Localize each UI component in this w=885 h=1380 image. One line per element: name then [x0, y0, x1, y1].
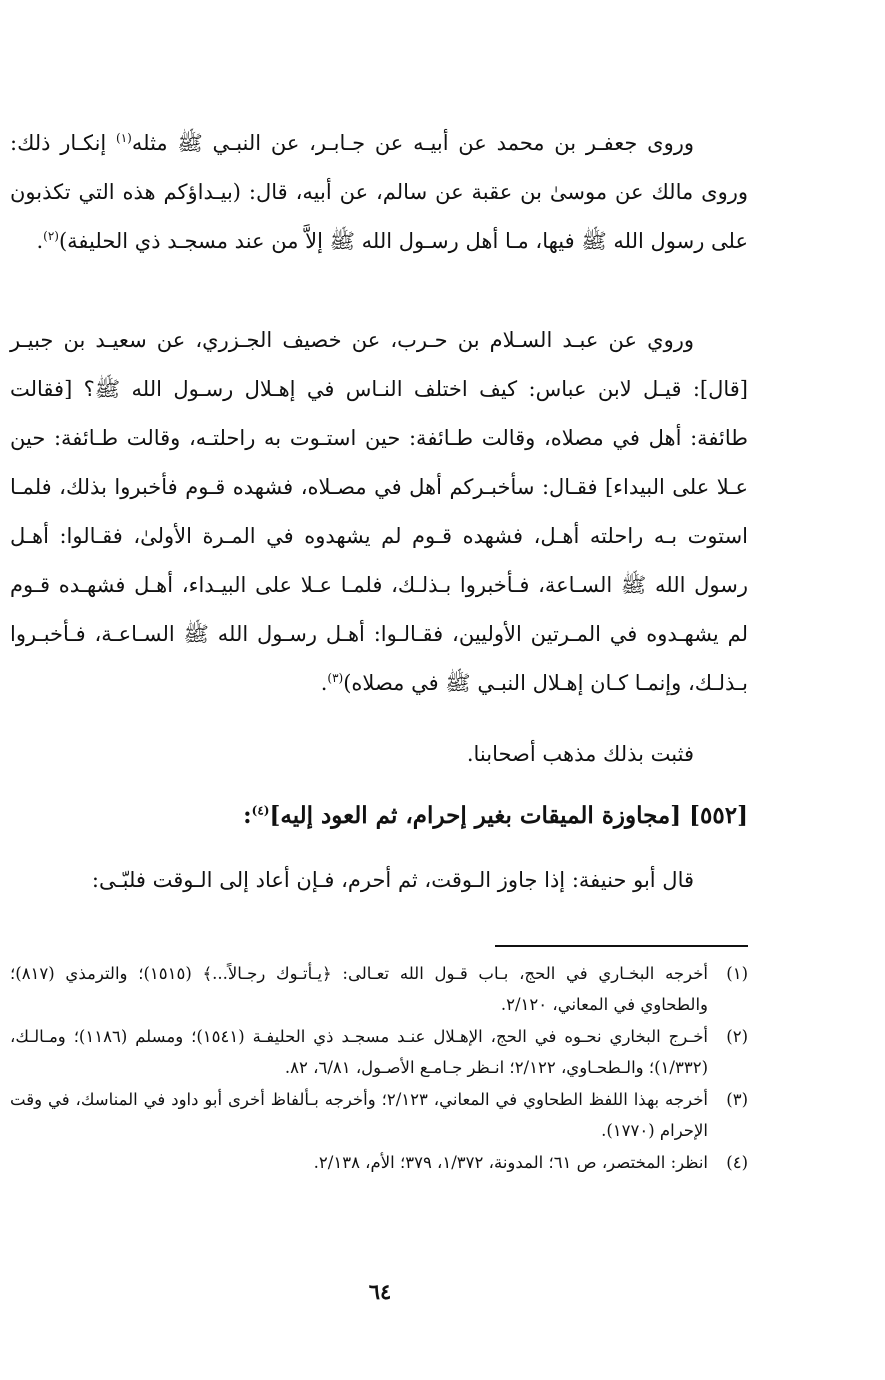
footnote-ref-1: (١)	[116, 131, 132, 145]
opening-text: قال أبو حنيفة: إذا جاوز الـوقت، ثم أحرم، فـإن أعاد إلى الـوقت فلبّـى:	[91, 868, 694, 892]
footnote-1	[10, 958, 748, 1020]
section-heading	[40, 796, 748, 836]
page-number: ٦٤	[368, 1279, 392, 1304]
paragraph-1-end: .	[36, 229, 44, 253]
footnote-ref-2: (٢)	[43, 229, 59, 243]
footnote-number: (٣)	[726, 1090, 748, 1109]
footnote-separator	[495, 945, 748, 947]
conclusion-text: فثبت بذلك مذهب أصحابنا.	[466, 742, 694, 766]
paragraph-2-end: .	[320, 671, 328, 695]
paragraph-1	[10, 119, 748, 266]
footnote-text: انظر: المختصر، ص ٦١؛ المدونة، ١/٣٧٢، ٣٧٩؛ الأم، ٢/١٣٨.	[313, 1153, 708, 1172]
section-heading-end: :	[243, 802, 252, 829]
footnote-3	[10, 1084, 748, 1146]
paragraph-1-tail: إنكـار ذلك: وروى مالك عن موسىٰ بن عقبة عن سالم، عن أبيه، قال: (بيـداؤكم هذه التي تكذبون على رسول الله ﷺ فيها، مـا أهل رسـول الله ﷺ إلاَّ من عند مسجـد ذي الحليفة)	[10, 131, 748, 253]
conclusion-paragraph	[10, 730, 748, 779]
opening-paragraph	[10, 856, 748, 905]
footnote-text: أخـرج البخاري نحـوه في الحج، الإهـلال عنـد مسجـد ذي الحليفـة (١٥٤١)؛ ومسلم (١١٨٦)؛ ومـالـك، (١/٣٣٢)؛ والـطحـاوي، ٢/١٢٢؛ انـظر جـامـع الأصـول، ٦/٨١، ٨٢.	[10, 1027, 708, 1077]
footnote-text: أخرجه البخـاري في الحج، بـاب قـول الله تعـالى: ﴿يـأتـوك رجـالاً...﴾ (١٥١٥)؛ والترمذي (٨١٧)؛ والطحاوي في المعاني، ٢/١٢٠.	[10, 964, 709, 1014]
paragraph-2	[10, 316, 748, 708]
footnote-2	[10, 1021, 748, 1083]
footnote-number: (١)	[726, 964, 748, 983]
footnote-ref-3: (٣)	[327, 671, 344, 685]
section-number: [٥٥٢]	[689, 802, 748, 829]
paragraph-2-text: وروي عن عبـد السـلام بن حـرب، عن خصيف الجـزري، عن سعيـد بن جبيـر [قال]: قيـل لابن عباس: كيف اختلف النـاس في إهـلال رسـول الله ﷺ؟ [فقالت طائفة: أهل في مصلاه، وقالت طـائفة: حين استـوت به راحلتـه، وقالت طـائفة: حين عـلا على البيداء] فقـال: سأخبـركم أهل في مصـلاه، فشهده قـوم فأخبروا بذلك، فلمـا استوت بـه راحلته أهـل، فشهده قـوم لم يشهدوه في المـرة الأولىٰ، فقـالوا: أهـل رسول الله ﷺ السـاعة، فـأخبروا بـذلـك، فلمـا عـلا على البيـداء، أهـل فشهـده قـوم لم يشهـدوه في المـرتين الأوليين، فقـالـوا: أهـل رسـول الله ﷺ السـاعـة، فـأخبـروا بـذلـك، وإنمـا كـان إهـلال النبـي ﷺ في مصلاه)	[10, 328, 748, 695]
footnote-text: أخرجه بهذا اللفظ الطحاوي في المعاني، ٢/١٢٣؛ وأخرجه بـألفاظ أخرى أبو داود في المناسك، في وقت الإحرام (١٧٧٠).	[10, 1090, 708, 1140]
footnote-4	[10, 1147, 748, 1178]
footnotes	[10, 958, 748, 1179]
footnote-ref-4: (٤)	[251, 803, 270, 818]
footnote-number: (٢)	[726, 1027, 748, 1046]
paragraph-1-text: وروى جعفـر بن محمد عن أبيـه عن جـابـر، عن النبـي ﷺ مثله	[131, 131, 694, 155]
section-title: [مجاوزة الميقات بغير إحرام، ثم العود إليه]	[269, 802, 682, 829]
footnote-number: (٤)	[726, 1153, 748, 1172]
